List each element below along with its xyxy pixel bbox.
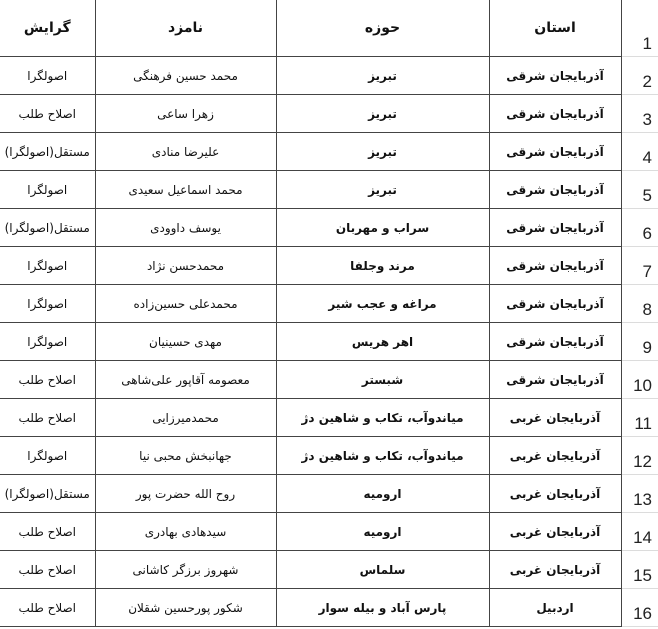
district-cell[interactable]: تبریز [276, 171, 489, 209]
row-number[interactable]: 1 [621, 0, 658, 57]
table-row [0, 513, 658, 551]
candidate-cell[interactable]: محمد اسماعیل سعیدی [95, 171, 276, 209]
faction-cell[interactable]: اصلاح طلب [0, 95, 95, 133]
province-cell[interactable]: آذربایجان شرقی [489, 57, 621, 95]
table-row [0, 361, 658, 399]
faction-cell[interactable]: اصلاح طلب [0, 399, 95, 437]
faction-cell[interactable]: اصلاح طلب [0, 551, 95, 589]
table-row [0, 323, 658, 361]
candidate-cell[interactable]: زهرا ساعی [95, 95, 276, 133]
table-row [0, 551, 658, 589]
row-number[interactable]: 15 [621, 551, 658, 589]
province-cell[interactable]: آذربایجان غربی [489, 437, 621, 475]
row-number[interactable]: 5 [621, 171, 658, 209]
candidate-cell[interactable]: یوسف داوودی [95, 209, 276, 247]
province-cell[interactable]: آذربایجان غربی [489, 399, 621, 437]
header-faction[interactable]: گرایش [0, 0, 95, 57]
district-cell[interactable]: میاندوآب، تکاب و شاهین دژ [276, 399, 489, 437]
row-number[interactable]: 14 [621, 513, 658, 551]
table-row [0, 57, 658, 95]
district-cell[interactable]: ارومیه [276, 475, 489, 513]
header-candidate[interactable]: نامزد [95, 0, 276, 57]
row-number[interactable]: 11 [621, 399, 658, 437]
candidate-cell[interactable]: محمدمیرزایی [95, 399, 276, 437]
candidate-cell[interactable]: محمدعلی حسین‌زاده [95, 285, 276, 323]
faction-cell[interactable]: اصولگرا [0, 323, 95, 361]
province-cell[interactable]: آذربایجان غربی [489, 551, 621, 589]
table-row [0, 589, 658, 627]
faction-cell[interactable]: مستقل(اصولگرا) [0, 133, 95, 171]
faction-cell[interactable]: اصولگرا [0, 247, 95, 285]
faction-cell[interactable]: مستقل(اصولگرا) [0, 209, 95, 247]
province-cell[interactable]: آذربایجان غربی [489, 513, 621, 551]
province-cell[interactable]: آذربایجان شرقی [489, 323, 621, 361]
province-cell[interactable]: آذربایجان غربی [489, 475, 621, 513]
table-row [0, 171, 658, 209]
row-number[interactable]: 6 [621, 209, 658, 247]
district-cell[interactable]: ارومیه [276, 513, 489, 551]
table-row [0, 399, 658, 437]
district-cell[interactable]: مراغه و عجب شیر [276, 285, 489, 323]
candidate-cell[interactable]: علیرضا منادی [95, 133, 276, 171]
district-cell[interactable]: تبریز [276, 95, 489, 133]
district-cell[interactable]: تبریز [276, 133, 489, 171]
faction-cell[interactable]: اصلاح طلب [0, 589, 95, 627]
faction-cell[interactable]: اصولگرا [0, 171, 95, 209]
candidate-cell[interactable]: روح الله حضرت پور [95, 475, 276, 513]
candidate-cell[interactable]: مهدی حسینیان [95, 323, 276, 361]
district-cell[interactable]: شبستر [276, 361, 489, 399]
district-cell[interactable]: پارس آباد و بیله سوار [276, 589, 489, 627]
faction-cell[interactable]: اصلاح طلب [0, 513, 95, 551]
header-province[interactable]: استان [489, 0, 621, 57]
district-cell[interactable]: میاندوآب، تکاب و شاهین دژ [276, 437, 489, 475]
row-number[interactable]: 13 [621, 475, 658, 513]
province-cell[interactable]: آذربایجان شرقی [489, 171, 621, 209]
province-cell[interactable]: آذربایجان شرقی [489, 95, 621, 133]
faction-cell[interactable]: اصلاح طلب [0, 361, 95, 399]
candidate-cell[interactable]: جهانبخش محبی نیا [95, 437, 276, 475]
row-number[interactable]: 12 [621, 437, 658, 475]
province-cell[interactable]: آذربایجان شرقی [489, 133, 621, 171]
district-cell[interactable]: اهر هریس [276, 323, 489, 361]
row-number[interactable]: 16 [621, 589, 658, 627]
candidate-cell[interactable]: شکور پورحسین شقلان [95, 589, 276, 627]
district-cell[interactable]: مرند وجلفا [276, 247, 489, 285]
candidate-cell[interactable]: سیدهادی بهادری [95, 513, 276, 551]
table-row [0, 209, 658, 247]
table-row [0, 475, 658, 513]
row-number[interactable]: 7 [621, 247, 658, 285]
header-district[interactable]: حوزه [276, 0, 489, 57]
candidate-cell[interactable]: معصومه آقاپور علی‌شاهی [95, 361, 276, 399]
candidate-cell[interactable]: شهروز برزگر کاشانی [95, 551, 276, 589]
province-cell[interactable]: اردبیل [489, 589, 621, 627]
province-cell[interactable]: آذربایجان شرقی [489, 209, 621, 247]
faction-cell[interactable]: مستقل(اصولگرا) [0, 475, 95, 513]
faction-cell[interactable]: اصولگرا [0, 57, 95, 95]
faction-cell[interactable]: اصولگرا [0, 285, 95, 323]
row-number[interactable]: 8 [621, 285, 658, 323]
table-row [0, 95, 658, 133]
candidate-cell[interactable]: محمد حسین فرهنگی [95, 57, 276, 95]
table-row [0, 133, 658, 171]
table-row [0, 285, 658, 323]
candidate-cell[interactable]: محمدحسن نژاد [95, 247, 276, 285]
row-number[interactable]: 2 [621, 57, 658, 95]
row-number[interactable]: 9 [621, 323, 658, 361]
row-number[interactable]: 3 [621, 95, 658, 133]
table-row [0, 437, 658, 475]
district-cell[interactable]: سراب و مهربان [276, 209, 489, 247]
province-cell[interactable]: آذربایجان شرقی [489, 247, 621, 285]
district-cell[interactable]: تبریز [276, 57, 489, 95]
province-cell[interactable]: آذربایجان شرقی [489, 285, 621, 323]
table-row [0, 247, 658, 285]
header-row [0, 0, 658, 57]
district-cell[interactable]: سلماس [276, 551, 489, 589]
row-number[interactable]: 4 [621, 133, 658, 171]
faction-cell[interactable]: اصولگرا [0, 437, 95, 475]
row-number[interactable]: 10 [621, 361, 658, 399]
province-cell[interactable]: آذربایجان شرقی [489, 361, 621, 399]
